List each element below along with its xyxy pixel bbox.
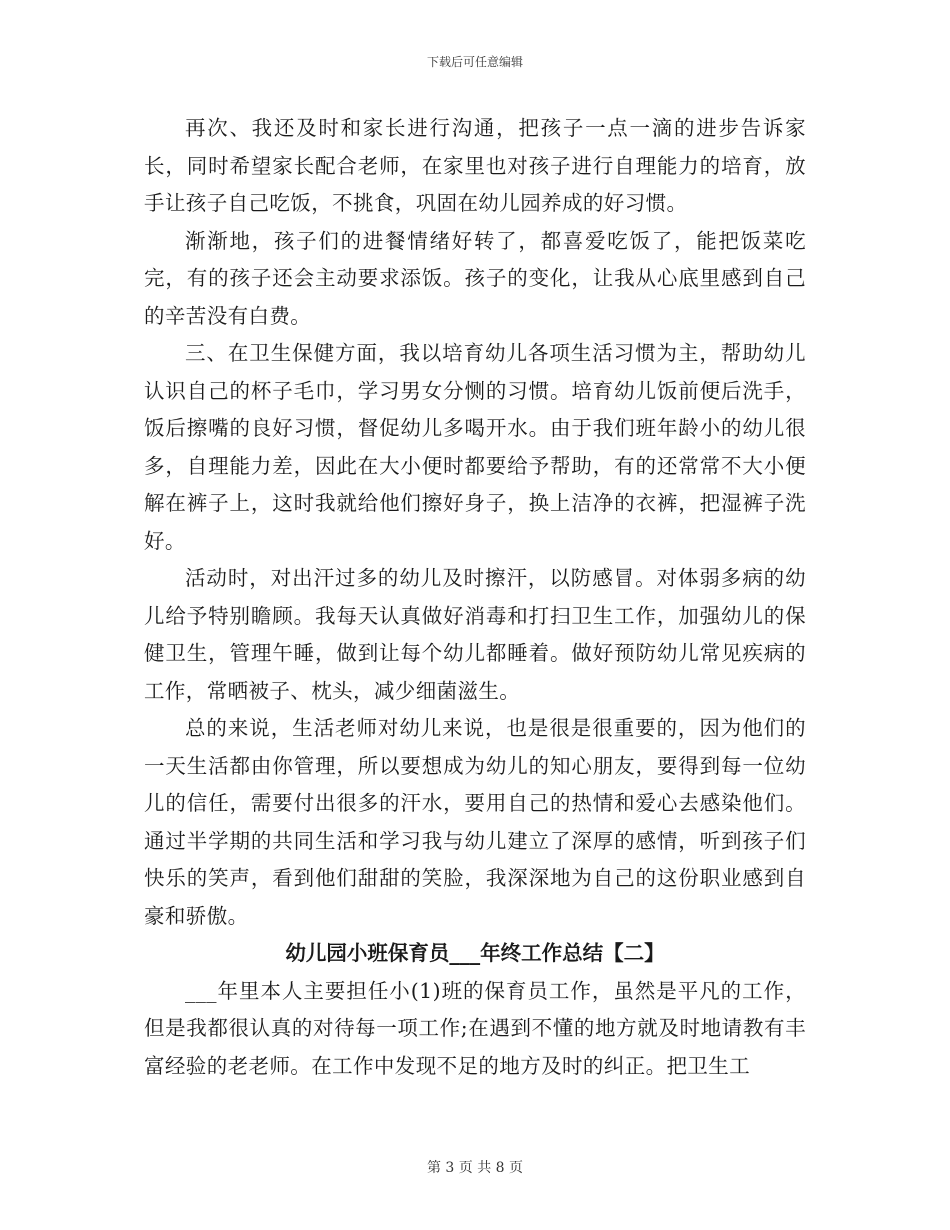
paragraph-5: 总的来说，生活老师对幼儿来说，也是很是很重要的，因为他们的一天生活都由你管理，所以要想成为幼儿的知心朋友，要得到每一位幼儿的信任，需要付出很多的汗水，要用自己的热情和爱心去感染他们。通过半学期的共同生活和学习我与幼儿建立了深厚的感情，听到孩子们快乐的笑声，看到他们甜甜的笑脸，我深深地为自己的这份职业感到自豪和骄傲。	[144, 716, 806, 928]
section-heading: 幼儿园小班保育员___年终工作总结【二】	[285, 941, 665, 965]
paragraph-3: 三、在卫生保健方面，我以培育幼儿各项生活习惯为主，帮助幼儿认识自己的杯子毛巾，学习男女分恻的习惯。培育幼儿饭前便后洗手，饭后擦嘴的良好习惯，督促幼儿多喝开水。由于我们班年龄小的幼儿很多，自理能力差，因此在大小便时都要给予帮助，有的还常常不大小便解在裤子上，这时我就给他们擦好身子，换上洁净的衣裤，把湿裤子洗好。	[144, 341, 806, 553]
page-header: 下载后可任意编辑	[426, 55, 523, 69]
section-paragraph: ___年里本人主要担任小(1)班的保育员工作，虽然是平凡的工作，但是我都很认真的对待每一项工作;在遇到不懂的地方就及时地请教有丰富经验的老老师。在工作中发现不足的地方及时的纠正。把卫生工	[144, 978, 806, 1078]
paragraph-2: 渐渐地，孩子们的进餐情绪好转了，都喜爱吃饭了，能把饭菜吃完，有的孩子还会主动要求添饭。孩子的变化，让我从心底里感到自己的辛苦没有白费。	[144, 228, 806, 328]
document-body	[144, 110, 806, 1085]
paragraph-1: 再次、我还及时和家长进行沟通，把孩子一点一滴的进步告诉家长，同时希望家长配合老师，在家里也对孩子进行自理能力的培育，放手让孩子自己吃饭，不挑食，巩固在幼儿园养成的好习惯。	[144, 116, 806, 215]
page-footer: 第 3 页 共 8 页	[426, 1160, 524, 1176]
paragraph-4: 活动时，对出汗过多的幼儿及时擦汗，以防感冒。对体弱多病的幼儿给予特别瞻顾。我每天认真做好消毒和打扫卫生工作，加强幼儿的保健卫生，管理午睡，做到让每个幼儿都睡着。做好预防幼儿常见疾病的工作，常晒被子、枕头，减少细菌滋生。	[144, 566, 806, 703]
